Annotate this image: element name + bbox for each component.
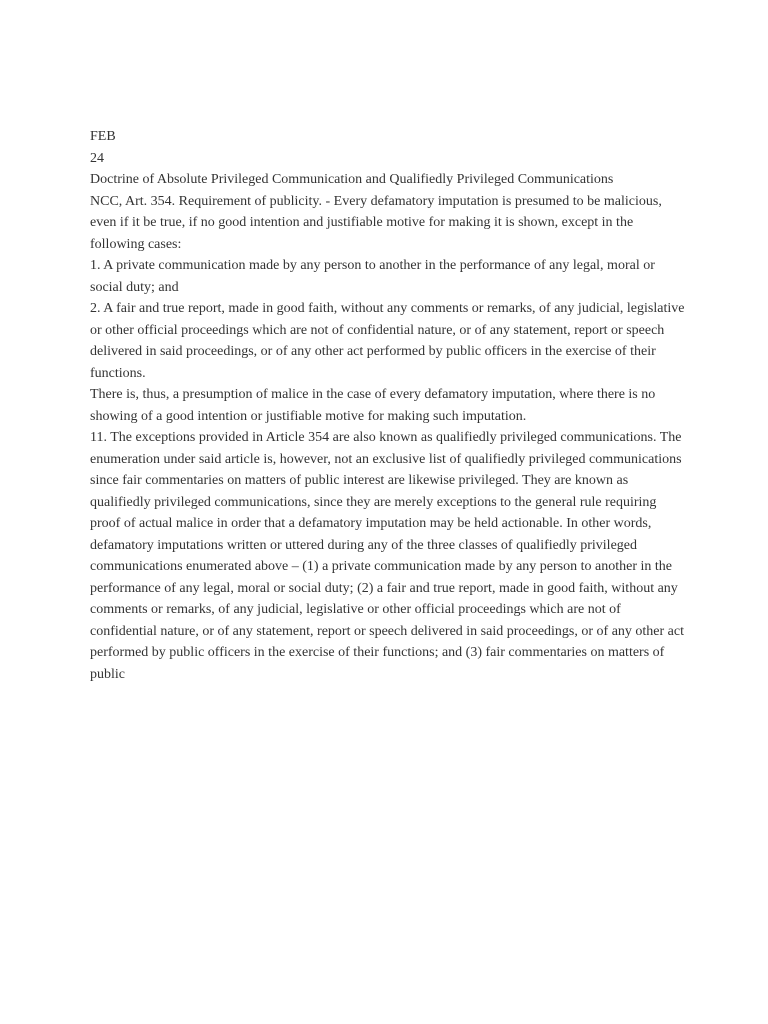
date-month: FEB [90, 129, 116, 144]
paragraph-item-11: 11. The exceptions provided in Article 354 are also known as qualifiedly privileged communications. The enumeration under said article is, however, not an exclusive list of qualifiedly privileged communications since fair commentaries on matters of public interest are likewise privileged. They are known as qualifiedly privileged communications, since they are merely exceptions to the general rule requiring proof of actual malice in order that a defamatory imputation may be held actionable. In other words, defamatory imputations written or uttered during any of the three classes of qualifiedly privileged communications enumerated above – (1) a private communication made by any person to another in the performance of any legal, moral or social duty; (2) a fair and true report, made in good faith, without any comments or remarks, of any judicial, legislative or other official proceedings which are not of confidential nature, or of any statement, report or speech delivered in said proceedings, or of any other act performed by public officers in the exercise of their functions; and (3) fair commentaries on matters of public [90, 430, 684, 682]
paragraph-item-1: 1. A private communication made by any person to another in the performance of any legal, moral or social duty; and [90, 258, 655, 295]
document-title: Doctrine of Absolute Privileged Communication and Qualifiedly Privileged Communications [90, 172, 614, 187]
document-body [90, 126, 686, 685]
date-day: 24 [90, 150, 104, 166]
paragraph-intro: NCC, Art. 354. Requirement of publicity. - Every defamatory imputation is presumed to be malicious, even if it be true, if no good intention and justifiable motive for making it is shown, except in the following cases: [90, 193, 662, 252]
paragraph-summary: There is, thus, a presumption of malice in the case of every defamatory imputation, where there is no showing of a good intention or justifiable motive for making such imputation. [90, 387, 656, 424]
paragraph-item-2: 2. A fair and true report, made in good faith, without any comments or remarks, of any judicial, legislative or other official proceedings which are not of confidential nature, or of any statement, report or speech delivered in said proceedings, or of any other act performed by public officers in the exercise of their functions. [90, 301, 685, 381]
